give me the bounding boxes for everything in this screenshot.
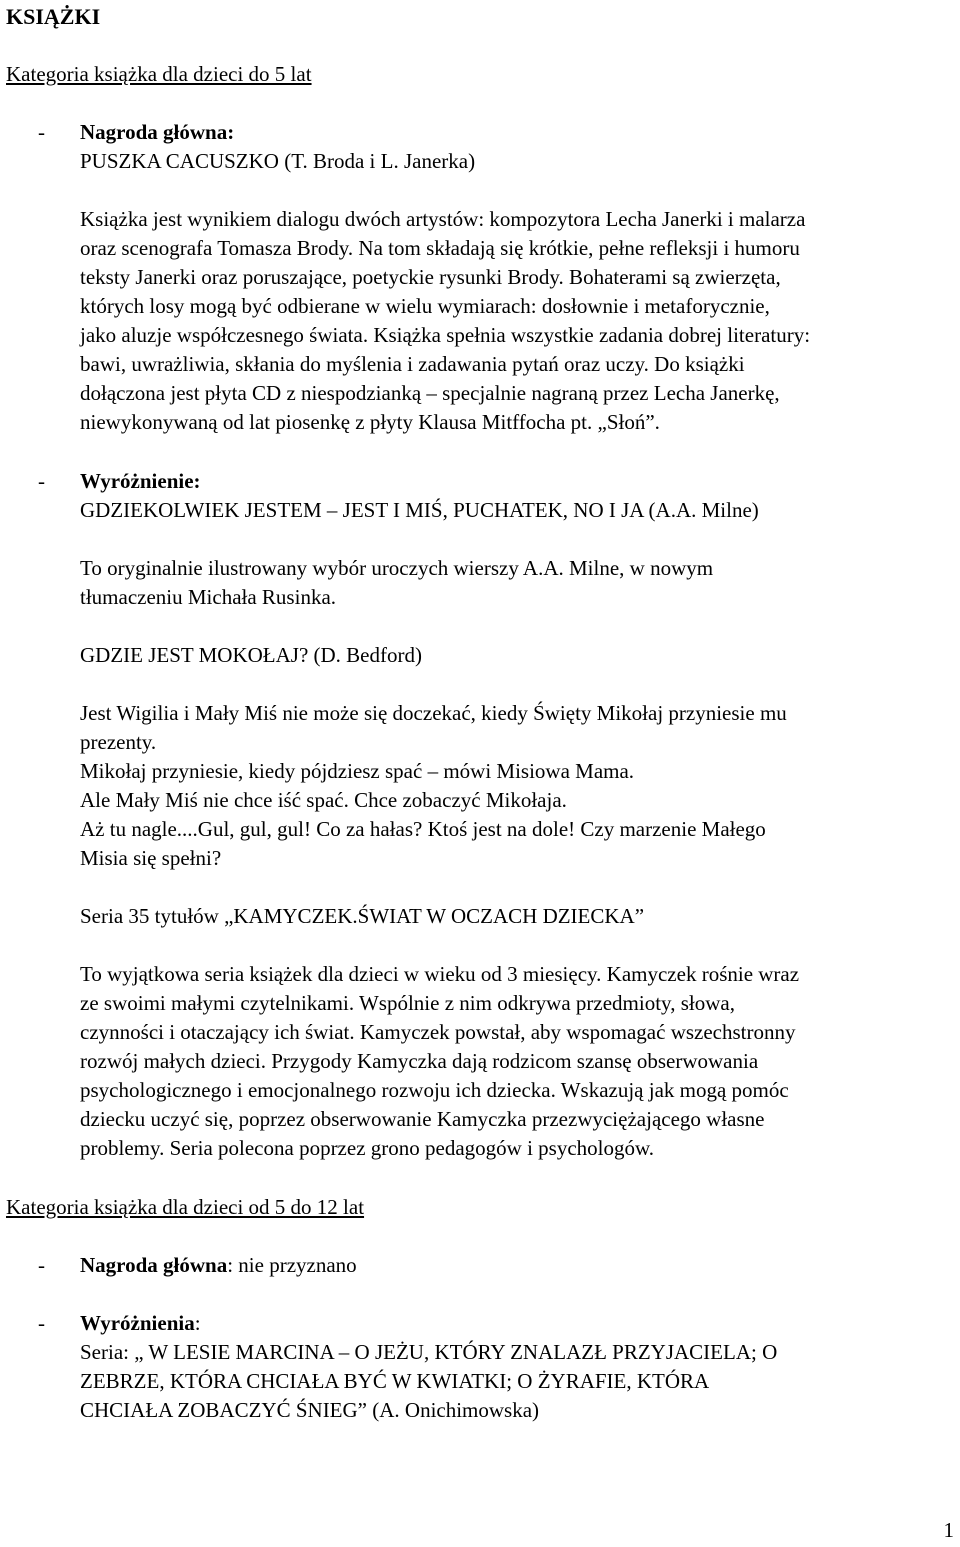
award-label: Nagroda główna: [80, 1253, 228, 1277]
award-value: : nie przyznano: [227, 1253, 357, 1277]
text-line: dołączona jest płyta CD z niespodzianką – specjalnie nagraną przez Lecha Janerkę,: [80, 381, 780, 405]
text-line: psychologicznego i emocjonalnego rozwoju ich dziecka. Wskazują jak mogą pomóc: [80, 1078, 789, 1102]
page-title: KSIĄŻKI: [6, 4, 101, 29]
text-line: oraz scenografa Tomasza Brody. Na tom składają się krótkie, pełne refleksji i humoru: [80, 236, 800, 260]
list-dash: -: [38, 120, 45, 144]
award-label: Nagroda główna:: [80, 120, 235, 144]
book-description: [80, 554, 958, 612]
text-line: niewykonywaną od lat piosenkę z płyty Klausa Mitffocha pt. „Słoń”.: [80, 410, 660, 434]
text-line: Seria: „ W LESIE MARCINA – O JEŻU, KTÓRY ZNALAZŁ PRZYJACIELA; O: [80, 1340, 778, 1364]
text-line: rozwój małych dzieci. Przygody Kamyczka dają rodzicom szansę obserwowania: [80, 1049, 759, 1073]
text-line: bawi, uwrażliwia, skłania do myślenia i zadawania pytań oraz uczy. Do książki: [80, 352, 745, 376]
list-dash: -: [38, 1253, 45, 1277]
distinction-label: Wyróżnienie:: [80, 469, 201, 493]
award-book-description: [80, 205, 958, 437]
distinction-label: Wyróżnienia: [80, 1311, 195, 1335]
series-description: [80, 960, 958, 1163]
list-dash: -: [38, 1311, 45, 1335]
text-line: problemy. Seria polecona poprzez grono pedagogów i psychologów.: [80, 1136, 655, 1160]
series-list: [80, 1338, 958, 1425]
text-line: tłumaczeniu Michała Rusinka.: [80, 585, 337, 609]
text-line: prezenty.: [80, 730, 157, 754]
distinction-colon: :: [194, 1311, 201, 1335]
text-line: Ale Mały Miś nie chce iść spać. Chce zobaczyć Mikołaja.: [80, 788, 567, 812]
text-line: dziecku uczyć się, poprzez obserwowanie Kamyczka przezwyciężającego własne: [80, 1107, 765, 1131]
category-heading-0-5: Kategoria książka dla dzieci do 5 lat: [6, 62, 312, 86]
series-title: Seria 35 tytułów „KAMYCZEK.ŚWIAT W OCZACH DZIECKA”: [80, 904, 645, 928]
text-line: Jest Wigilia i Mały Miś nie może się doczekać, kiedy Święty Mikołaj przyniesie mu: [80, 701, 787, 725]
book-description: [80, 699, 958, 873]
text-line: CHCIAŁA ZOBACZYĆ ŚNIEG” (A. Onichimowska): [80, 1398, 540, 1422]
text-line: Misia się spełni?: [80, 846, 222, 870]
award-book-title: PUSZKA CACUSZKO (T. Broda i L. Janerka): [80, 149, 476, 173]
category-heading-5-12: Kategoria książka dla dzieci od 5 do 12 lat: [6, 1195, 365, 1219]
text-line: jako aluzje współczesnego świata. Książka spełnia wszystkie zadania dobrej literatury:: [80, 323, 811, 347]
award-line: [80, 1251, 958, 1280]
book-title: GDZIEKOLWIEK JESTEM – JEST I MIŚ, PUCHATEK, NO I JA (A.A. Milne): [80, 498, 759, 522]
text-line: teksty Janerki oraz poruszające, poetyckie rysunki Brody. Bohaterami są zwierzęta,: [80, 265, 781, 289]
text-line: czynności i otaczający ich świat. Kamyczek powstał, aby wspomagać wszechstronny: [80, 1020, 796, 1044]
distinction-line: [80, 1309, 958, 1338]
text-line: ze swoimi małymi czytelnikami. Wspólnie z nim odkrywa przedmioty, słowa,: [80, 991, 735, 1015]
text-line: ZEBRZE, KTÓRA CHCIAŁA BYĆ W KWIATKI; O ŻYRAFIE, KTÓRA: [80, 1369, 710, 1393]
page-number: 1: [943, 1518, 954, 1542]
book-title: GDZIE JEST MOKOŁAJ? (D. Bedford): [80, 643, 422, 667]
text-line: To oryginalnie ilustrowany wybór uroczych wierszy A.A. Milne, w nowym: [80, 556, 714, 580]
text-line: Mikołaj przyniesie, kiedy pójdziesz spać – mówi Misiowa Mama.: [80, 759, 635, 783]
list-dash: -: [38, 469, 45, 493]
text-line: Aż tu nagle....Gul, gul, gul! Co za hałas? Ktoś jest na dole! Czy marzenie Małego: [80, 817, 766, 841]
text-line: Książka jest wynikiem dialogu dwóch artystów: kompozytora Lecha Janerki i malarza: [80, 207, 806, 231]
text-line: których losy mogą być odbierane w wielu wymiarach: dosłownie i metaforycznie,: [80, 294, 770, 318]
text-line: To wyjątkowa seria książek dla dzieci w wieku od 3 miesięcy. Kamyczek rośnie wraz: [80, 962, 800, 986]
